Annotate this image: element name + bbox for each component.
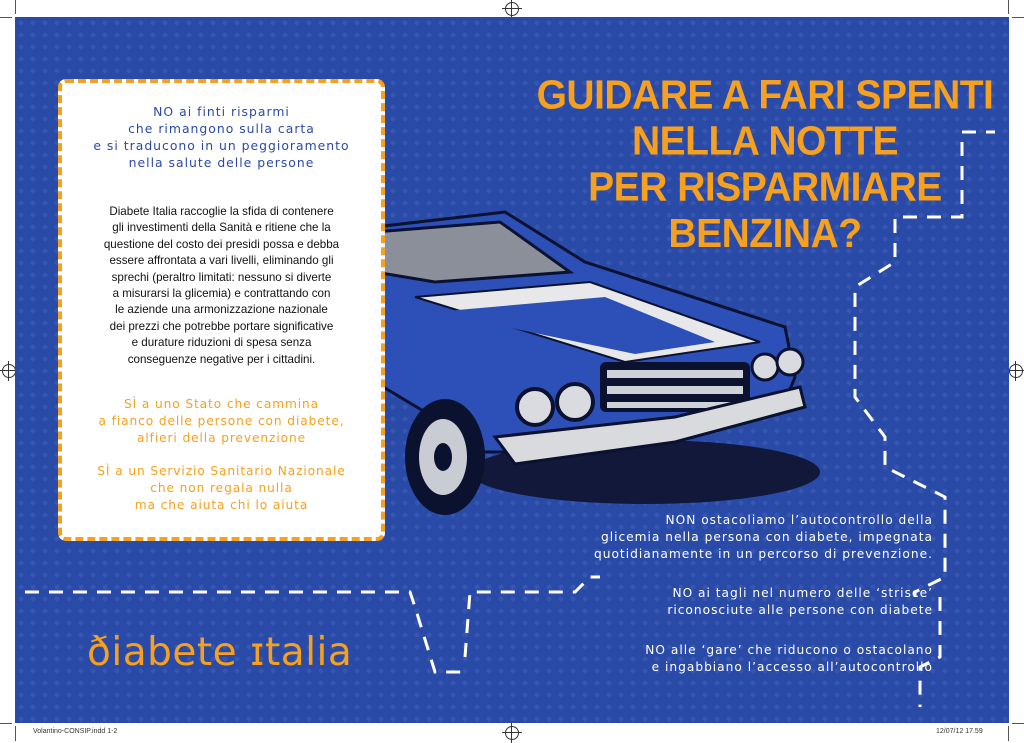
registration-mark-icon [1009, 364, 1023, 378]
card-si-line: SÌ a uno Stato che cammina [123, 397, 320, 411]
crop-mark [0, 17, 12, 18]
headline [530, 73, 1000, 258]
card-si-line: ma che aiuta chi lo aiuta [134, 498, 309, 512]
statement-line: glicemia nella persona con diabete, impegnata [600, 530, 933, 544]
registration-mark-icon [2, 364, 16, 378]
card-si-line: a fianco delle persone con diabete, [98, 414, 345, 428]
card-body-line: Diabete Italia raccoglie la sfida di contenere [109, 205, 334, 218]
card-body [76, 204, 367, 368]
registration-mark-icon [505, 726, 519, 740]
statement-line: NO alle ‘gare’ che riducono o ostacolano [645, 643, 933, 657]
info-card [58, 79, 385, 541]
card-body-line: questione del costo dei presidi possa e debba [103, 237, 340, 251]
crop-mark [15, 0, 16, 14]
crop-mark [1008, 0, 1009, 14]
flyer-panel [15, 17, 1009, 723]
statement-strisce [667, 585, 933, 619]
card-si-line: SÌ a un Servizio Sanitario Nazionale [97, 464, 346, 478]
registration-mark-icon [505, 2, 519, 16]
card-body-line: sprechi (peraltro limitati: nessuno si diverte [111, 270, 332, 284]
statement-non [594, 512, 933, 563]
statement-line: NO ai tagli nel numero delle ‘strisce’ [672, 586, 933, 600]
card-si-state [72, 396, 371, 447]
headline-line: PER RISPARMIARE [588, 165, 942, 211]
card-intro-line: nella salute delle persone [128, 155, 315, 170]
crop-mark [1012, 723, 1024, 724]
crop-mark [1012, 17, 1024, 18]
statement-line: quotidianamente in un percorso di prevenzione. [594, 547, 933, 561]
statement-line: riconosciute alle persone con diabete [667, 603, 933, 617]
card-si-health [72, 463, 371, 514]
card-body-line: essere affrontata a vari livelli, eliminando gli [109, 254, 334, 268]
crop-mark [15, 726, 16, 741]
card-body-line: conseguenze negative per i cittadini. [127, 352, 316, 366]
statement-line: e ingabbiano l’accesso all’autocontrollo [651, 660, 933, 674]
card-intro [72, 103, 371, 171]
headline-line: BENZINA? [668, 211, 862, 257]
headline-line: GUIDARE A FARI SPENTI [536, 72, 994, 118]
headline-line: NELLA NOTTE [631, 118, 899, 164]
crop-mark [1008, 726, 1009, 741]
card-body-line: le aziende una armonizzazione nazionale [115, 303, 328, 317]
crop-mark [0, 723, 12, 724]
diabete-italia-logo: ðiabete ɪtalia [87, 630, 353, 675]
card-body-line: a misurarsi la glicemia) e contrattando con [112, 287, 331, 301]
statement-line: NON ostacoliamo l’autocontrollo della [665, 513, 933, 527]
card-intro-line: NO ai finti risparmi [153, 104, 290, 119]
card-body-line: dei prezzi che potrebbe portare significative [109, 319, 334, 333]
card-intro-line: che rimangono sulla carta [128, 121, 315, 136]
print-slug-file: Volantino-CONSIP.indd 1-2 [33, 728, 118, 735]
card-body-line: e durature riduzioni di spesa senza [131, 336, 312, 350]
print-slug-date: 12/07/12 17.59 [936, 728, 983, 735]
statement-gare [645, 642, 933, 676]
card-si-line: che non regala nulla [150, 481, 293, 495]
card-body-line: gli investimenti della Sanità e ritiene che la [112, 221, 331, 235]
card-intro-line: e si traducono in un peggioramento [93, 138, 350, 153]
card-si-line: alfieri della prevenzione [136, 431, 307, 445]
